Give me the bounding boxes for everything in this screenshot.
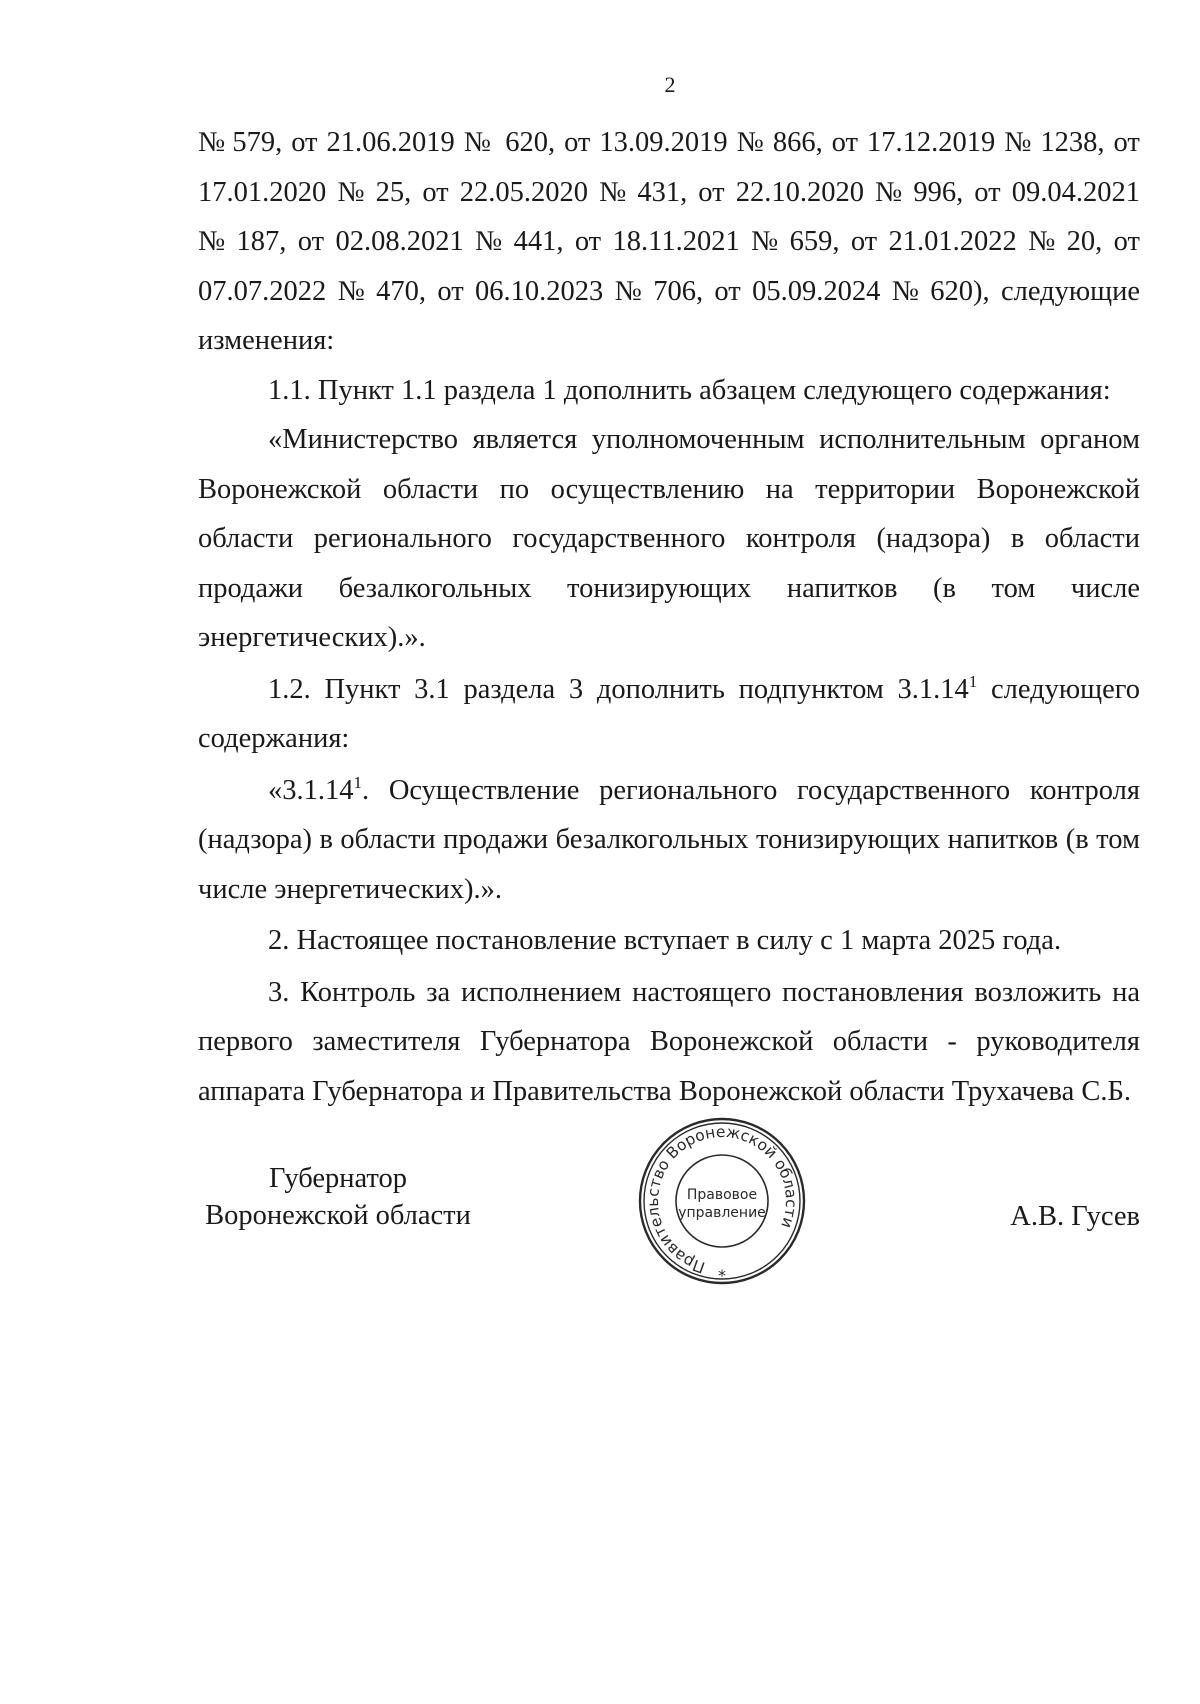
seal-center-line-2: управление <box>678 1205 766 1221</box>
item-2: 2. Настоящее постановление вступает в силу с 1 марта 2025 года. <box>268 925 1062 956</box>
item-1-1-quote: «Министерство является уполномоченным исполнительным органом Воронежской области по осуществлению на территории Воронежской области регионального государственного контроля (надзора) в области продажи безалкогольных тонизирующих напитков (в том числе энергетических).». <box>198 424 1140 653</box>
document-body <box>198 118 1140 1116</box>
signature-title <box>198 1160 478 1234</box>
amendment-list-line-4: 07.07.2022 № 470, от 06.10.2023 № 706, от 05.09.2024 № 620), следующие <box>198 275 1140 307</box>
amendment-list-line-3: № 187, от 02.08.2021 № 441, от 18.11.2021 № 659, от 21.01.2022 № 20, от <box>198 226 1140 257</box>
signature-title-line-1: Губернатор <box>268 1163 408 1194</box>
seal-center-line-1: Правовое <box>686 1187 758 1203</box>
item-1-1: 1.1. Пункт 1.1 раздела 1 дополнить абзацем следующего содержания: <box>268 374 1111 406</box>
item-3: 3. Контроль за исполнением настоящего постановления возложить на первого заместителя Губернатора Воронежской области - руководителя аппарата Губернатора и Правительства Воронежской области Трухачева С.Б. <box>198 976 1140 1107</box>
item-1-2: 1.2. Пункт 3.1 раздела 3 дополнить подпунктом 3.1.14$^1$ следующего содержания: <box>198 671 1140 754</box>
signatory-name: А.В. Гусев <box>1010 1201 1140 1232</box>
signature-title-line-2: Воронежской области <box>205 1200 471 1231</box>
amendment-list-line-1: № 579, от 21.06.2019 № 620, от 13.09.2019 № 866, от 17.12.2019 № 1238, от <box>198 127 1140 158</box>
seal-ring-text: Правительство Воронежской области <box>643 1122 801 1277</box>
seal-star-icon: * <box>718 1266 726 1285</box>
amendment-list-tail: изменения: <box>198 325 335 356</box>
amendment-list-line-2: 17.01.2020 № 25, от 22.05.2020 № 431, от 22.10.2020 № 996, от 09.04.2021 <box>198 176 1140 208</box>
item-1-2-quote: «3.1.14$^1$. Осуществление регионального государственного контроля (надзора) в области продажи безалкогольных тонизирующих напитков (в том числе энергетических).». <box>198 772 1140 905</box>
page-number: 2 <box>664 72 676 97</box>
official-seal <box>638 1117 806 1285</box>
